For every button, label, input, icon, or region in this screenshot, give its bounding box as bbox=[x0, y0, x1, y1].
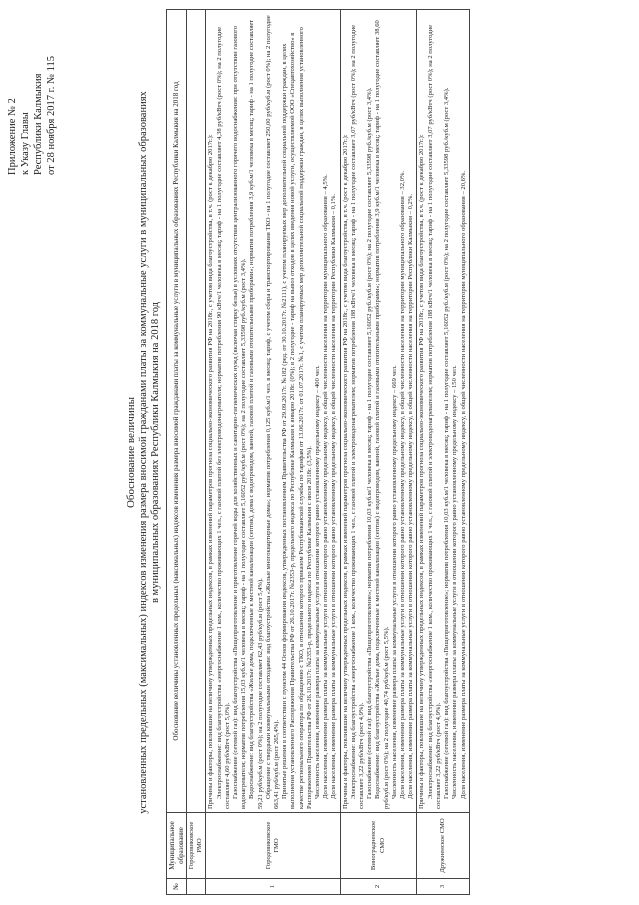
row-justification bbox=[206, 10, 340, 813]
justification-paragraph: Обращение с твердыми коммунальными отходами: вид благоустройства «Жилые многоквартирные дома»; норматив потребления 0,125 куб.м/1 чел. в месяц; тариф, с учетом сбора и транспортирования ТКО - на 1 полугодие составляет 250,00 руб/куб.м (рост 0%); на 2 полугодие 663,41 руб/куб.м (рост 265,4%). bbox=[264, 15, 281, 809]
header-num: № bbox=[167, 879, 187, 895]
header-mo: Муниципальное образование bbox=[167, 813, 187, 879]
justification-paragraph: Принятые решения в соответствии с пунктом 44 Основ формирования индексов, утвержденных постановлением Правительства РФ от 29.09.2017г. №182 (ред. от 30.10.2017г. №2111), с учетом планируемых мер дополнительной социальной поддержки граждан, в целях выполнения установленного Распоряжения Правительства РФ от 26.10.2017г. №2353-р, предельного индекса по Республике Калмыкия к январю 2018г. (0%); в 2 полугодие - тариф на вывоз отходов в целях введения новой услуги, осуществляемой ООО «Спецавтохозяйство» в качестве регионального оператора по обращению с ТКО, в отношении которого приказом Республиканской службы по тарифам от 13.06.2017г. от 01.07.2017г. №1, с учетом планируемых мер дополнительной социальной поддержки граждан, в целях выполнения установленного Распоряжением Правительства РФ от 26.10.2017г. №2353-р, предельного индекса по Республике Калмыкия с июля 2018г. (3,5%). bbox=[281, 27, 313, 809]
table-row bbox=[417, 10, 469, 895]
justification-paragraph: Доля населения, изменение размера платы за коммунальные услуги в отношении которого равно установленному предельному индексу, в общей численности населения на территории Республики Калмыкия – 0,2%. bbox=[407, 194, 415, 799]
justification-paragraph: Водоснабжение: вид благоустройства «Жилые дома, подключенные к местной канализации (септик), дома с водопроводом, ванной, газовой плитой и газовыми отопительными приборами»; норматив потребления 3,9 куб.м/1 человека в месяц; тариф - на 1 полугодие составляет 59,21 руб/куб.м (рост 0%); на 2 полугодие составляет 62,43 руб/куб.м (рост 5,4%). bbox=[248, 19, 264, 809]
justification-paragraph: Газоснабжение (сетевой газ): вид благоустройства «Пищеприготовление»; норматив потребления 10,03 куб.м/1 человека в месяц; тариф - на 1 полугодие составляет 5,16052 руб./куб.м (рост 0%); на 2 полугодие составляет 5,33598 руб./куб.м (рост 3,4%). bbox=[443, 87, 451, 799]
table-row bbox=[340, 10, 417, 895]
row-number: 1 bbox=[206, 879, 340, 895]
justification-paragraph: Доля населения, изменение размера платы за коммунальные услуги в отношении которого равно установленному предельному индексу, в общей численности населения на территории Республики Калмыкия – 0,1%. bbox=[330, 194, 338, 799]
region-row bbox=[187, 10, 206, 895]
justification-paragraph: Электроснабжение: вид благоустройства «энергоснабжение 1 ком., количество проживающих 1 чел., с газовой плитой и электроводонагревателем; норматив потребления 188 кВтч/1 человека в месяц; тариф - на 1 полугодие составляет 3,07 руб/кВтч (рост 0%); на 2 полугодие составляет 3,22 руб/кВтч (рост 4,9%). bbox=[426, 24, 442, 809]
table-header-row bbox=[167, 10, 187, 895]
document-subtitle-1: установленных предельных (максимальных) индексов изменения размера вносимой гражданами платы за коммунальные услуги в муниципальных образованиях bbox=[137, 91, 149, 814]
region-num bbox=[187, 879, 206, 895]
row-municipality: Городовиковское ГМО bbox=[206, 813, 340, 879]
row-number: 3 bbox=[417, 879, 469, 895]
row-municipality: Дружненское СМО bbox=[417, 813, 469, 879]
row-justification bbox=[417, 10, 469, 813]
document-subtitle-2: в муниципальных образованиях Республики Калмыкия на 2018 год bbox=[150, 301, 161, 604]
justification-paragraph: Водоснабжение: вид благоустройства «Жилые дома, подключенные к местной канализации (септик) с водопроводом, ванной, газовой плитой и газовыми отопительными приборами»; норматив потребления 3,9 куб.м/1 человека в месяц; тариф - на 1 полугодие составляет 38,60 руб/куб.м (рост 0%); на 2 полугодие 40,74 руб/куб.м (рост 5,5%). bbox=[374, 20, 390, 809]
justification-paragraph: Электроснабжение: вид благоустройства «энергоснабжение 1 ком., количество проживающих 1 чел., с газовой плитой и электроводонагревателем; норматив потребления 188 кВтч/1 человека в месяц; тариф - на 1 полугодие составляет 3,07 руб/кВтч (рост 0%); на 2 полугодие составляет 3,22 руб/кВтч (рост 4,9%). bbox=[349, 24, 366, 809]
row-number: 2 bbox=[340, 879, 417, 895]
justification-paragraph: Доля населения, изменение размера платы за коммунальные услуги в отношении которого равно установленному предельному индексу, в общей численности населения на территории муниципального образования – 20,6%. bbox=[459, 170, 467, 799]
appendix-date: от 28 ноября 2017 г. № 115 bbox=[46, 56, 57, 175]
justification-paragraph: Электроснабжение: вид благоустройства «энергоснабжение 1 ком., количество проживающих 1 чел., с газовой плитой без электроводонагревателя; норматив потребления 90 кВтч/1 человека в месяц; тариф - на 1 полугодие составляет 4,38 руб/кВтч (рост 0%); на 2 полугодие составляет 4,60 руб/кВтч (рост 5,0%). bbox=[215, 26, 231, 809]
table-row bbox=[206, 10, 340, 895]
justification-paragraph: Причины и факторы, повлиявшие на величину утвержденных предельных индексов, в рамках изменений параметров прогноза социально-экономического развития РФ на 2018г., с учетом вида благоустройства, в т.ч. (рост к декабрю 2017г.): bbox=[418, 134, 426, 809]
justification-paragraph: Численность населения, изменение размера платы за коммунальные услуги в отношении которого равно установленному предельному индексу – 400 чел. bbox=[314, 365, 322, 799]
region-name: Городовиковское РМО bbox=[187, 813, 206, 879]
justification-paragraph: Доля населения, изменение размера платы за коммунальные услуги в отношении которого равно установленному предельному индексу, в общей численности населения на территории муниципального образования – 4,5%. bbox=[322, 174, 330, 799]
justification-paragraph: Доля населения, изменение размера платы за коммунальные услуги в отношении которого равно установленному предельному индексу, в общей численности населения на территории муниципального образования – 32,0%. bbox=[399, 170, 407, 799]
appendix-block bbox=[6, 5, 58, 175]
justification-paragraph: Численность населения, изменение размера платы за коммунальные услуги в отношении которого равно установленному предельному индексу – 150 чел. bbox=[451, 365, 459, 799]
justification-paragraph: Газоснабжение (сетевой газ): вид благоустройства «Пищеприготовление»; норматив потребления 10,03 куб.м/1 человека в месяц; тариф - на 1 полугодие составляет 5,16052 руб./куб.м (рост 0%); на 2 полугодие составляет 5,33598 руб./куб.м (рост 3,4%). bbox=[366, 87, 374, 799]
row-justification bbox=[340, 10, 417, 813]
row-municipality: Виноградненское СМО bbox=[340, 813, 417, 879]
appendix-ref: к Указу Главы bbox=[20, 112, 31, 175]
appendix-republic: Республики Калмыкия bbox=[33, 73, 44, 175]
justification-paragraph: Причины и факторы, повлиявшие на величину утвержденных предельных индексов, в рамках изменений параметров прогноза социально-экономического развития РФ на 2018г., с учетом вида благоустройства, в т.ч. (рост к декабрю 2017г.): bbox=[207, 134, 215, 809]
justification-paragraph: Газоснабжение (сетевой газ): вид благоустройства «Пищеприготовление и приготовление горячей воды для хозяйственных и санитарно-гигиенических нужд (включая стирку белья) в условиях отсутствия централизованного горячего водоснабжения: при отсутствии газового водонагревателя; норматив потребления 15,03 куб.м/1 человека в месяц; тариф - на 1 полугодие составляет 5,16052 руб./куб.м (рост 0%); на 2 полугодие составляет 5,33598 руб./куб.м (рост 3,4%). bbox=[232, 25, 248, 809]
justification-table bbox=[166, 9, 470, 895]
header-reason: Обоснование величины установленных предельных (максимальных) индексов изменения размера вносимой гражданами платы за коммунальные услуги в муниципальных образованиях Республики Калмыкия на 2018 год bbox=[167, 10, 187, 813]
region-reason bbox=[187, 10, 206, 813]
justification-paragraph: Причины и факторы, повлиявшие на величину утвержденных предельных индексов, в рамках изменений параметров прогноза социально-экономического развития РФ на 2018г., с учетом вида благоустройства, в т.ч. (рост к декабрю 2017г.): bbox=[341, 134, 349, 809]
document-title: Обоснование величины bbox=[125, 397, 137, 509]
document-heading bbox=[125, 20, 163, 885]
justification-paragraph: Численность населения, изменение размера платы за коммунальные услуги в отношении которого равно установленному предельному индексу – 669 чел. bbox=[390, 365, 398, 799]
appendix-number: Приложение № 2 bbox=[7, 98, 18, 175]
